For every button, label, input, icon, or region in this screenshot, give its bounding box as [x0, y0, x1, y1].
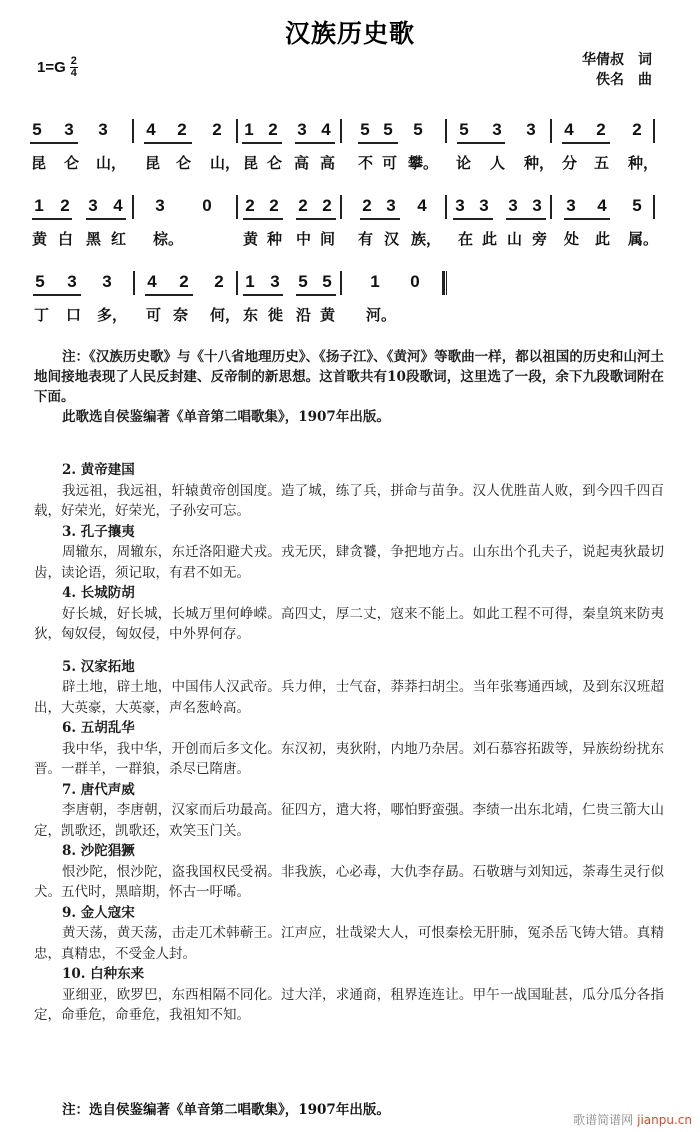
- verse-text: 辟土地，辟土地，中国伟人汉武帝。兵力伸，士气奋，莽莽扫胡尘。当年张骞通西域，及到东汉班超出，大英豪，大英豪，声名葱岭高。: [34, 679, 664, 716]
- notation-line-1: 5 3 3 4 2 2 1 2 3 4 5 5 5 5 3 3 4 2 2: [0, 112, 700, 152]
- key-label: 1=G: [37, 59, 66, 76]
- watermark: [573, 1111, 692, 1128]
- song-title: 汉族历史歌: [284, 19, 415, 48]
- footnote: 注：选自侯鉴编著《单音第二唱歌集》，1907年出版。: [62, 1102, 390, 1118]
- lyrics-line-3: 丁 口 多， 可 奈 何， 东 徙 沿 黄 河。: [34, 306, 397, 324]
- verse-title: 7. 唐代声威: [62, 781, 135, 798]
- verse-text: 我中华，我中华，开创而后多文化。东汉初，夷狄附，内地乃杂居。刘石慕容拓跋等，异族纷纷扰东晋。一群羊，一群狼，杀尽已隋唐。: [34, 740, 664, 777]
- verse-text: 李唐朝，李唐朝，汉家而后功最高。征四方，遣大将，哪怕野蛮强。李绩一出东北靖，仁贵三箭大山定，凯歌还，凯歌还，欢笑玉门关。: [34, 802, 664, 839]
- verse-title: 5. 汉家拓地: [62, 658, 135, 675]
- verse-title: 9. 金人寇宋: [62, 904, 135, 921]
- verse-text: 好长城，好长城，长城万里何峥嵘。高四丈，厚二丈，寇来不能上。如此工程不可得，秦皇筑来防夷狄，匈奴侵，匈奴侵，中外界何存。: [34, 605, 664, 642]
- verse-text: 周辙东，周辙东，东迁洛阳避犬戎。戎无厌，肆贪饕，争把地方占。山东出个孔夫子，说起夷狄最切齿，读论语，须记取，有君不如无。: [34, 544, 664, 581]
- verse-title: 2. 黄帝建国: [62, 462, 135, 478]
- note-paragraph-1: 注：《汉族历史歌》与《十八省地理历史》、《扬子江》、《黄河》等歌曲一样，都以祖国的历史和山河土地间接地表现了人民反封建、反帝制的新思想。这首歌共有10段歌词，这里选了一段，余下九段歌词附在下面。: [34, 349, 664, 405]
- verse-text: 黄天荡，黄天荡，击走兀术韩蕲王。江声应，壮哉梁大人，可恨秦桧无肝肺，冤杀岳飞铸大错。真精忠，真精忠，不受金人封。: [34, 925, 664, 962]
- lyrics-line-2: 黄 白 黑 红 棕。 黄 种 中 间 有 汉 族， 在 此 山 旁 处 此 属。: [32, 230, 659, 248]
- verse-text: 我远祖，我远祖，轩辕黄帝创国度。造了城，练了兵，拼命与苗争。汉人优胜苗人败，到今四千四百载，好荣光，好荣光，子孙安可忘。: [34, 482, 664, 519]
- verse-title: 10. 白种东来: [62, 966, 145, 982]
- annotation-note: [34, 347, 664, 427]
- composer-credit: 佚名 曲: [596, 72, 652, 88]
- lyrics-line-1: 昆 仑 山， 昆 仑 山， 昆 仑 高 高 不 可 攀。 论 人 种， 分 五 种，: [31, 154, 659, 172]
- verse-title: 4. 长城防胡: [62, 585, 135, 601]
- key-signature: [37, 56, 78, 79]
- verse-title: 6. 五胡乱华: [62, 720, 135, 736]
- additional-verses: [34, 460, 664, 1026]
- notation-line-3: 5 3 3 4 2 2 1 3 5 5 1 0: [0, 264, 700, 304]
- verse-title: 3. 孔子攘夷: [62, 523, 135, 540]
- watermark-site: jianpu.cn: [637, 1113, 692, 1127]
- time-signature: $\frac{2}{4}$: [70, 55, 77, 79]
- watermark-text: 歌谱简谱网: [573, 1113, 634, 1127]
- verse-title: 8. 沙陀猖獗: [62, 843, 135, 859]
- verse-text: 恨沙陀，恨沙陀，盗我国权民受祸。非我族，心必毒，大仇李存勗。石敬瑭与刘知远，荼毒生灵行似犬。五代时，黑暗期，怀古一吁唏。: [34, 863, 664, 900]
- lyricist-credit: 华倩叔 词: [582, 52, 652, 68]
- credits: [582, 50, 652, 90]
- note-paragraph-2: 此歌选自侯鉴编著《单音第二唱歌集》，1907年出版。: [62, 409, 390, 425]
- verse-text: 亚细亚，欧罗巴，东西相隔不同化。过大洋，求通商，租界连连让。甲午一战国耻甚，瓜分瓜分各指定，命垂危，命垂危，我祖知不知。: [34, 986, 664, 1023]
- notation-line-2: 1 2 3 4 3 0 2 2 2 2 2 3 4 3 3 3 3 3 4 5: [0, 188, 700, 228]
